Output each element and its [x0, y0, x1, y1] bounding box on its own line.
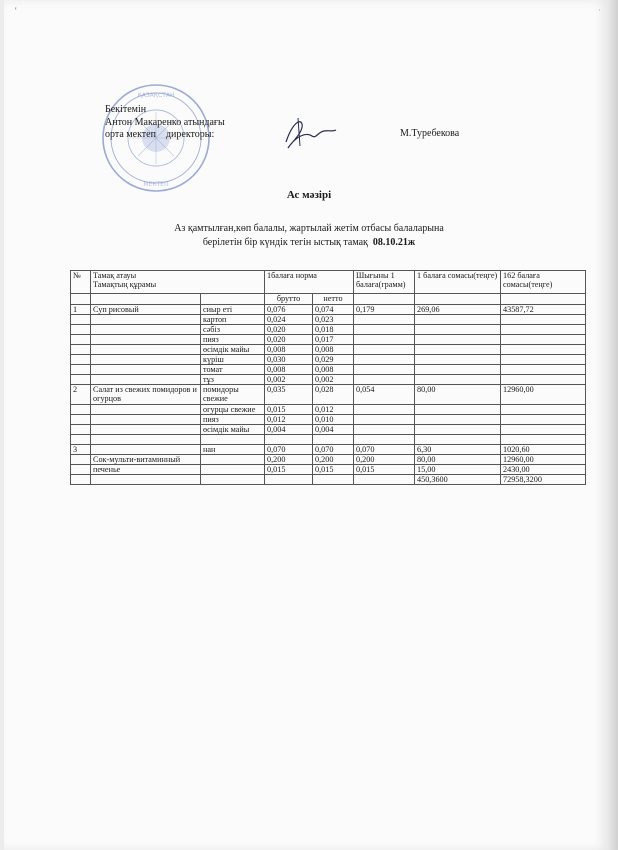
cell-cost1: 80,00	[415, 385, 501, 405]
cell-net: 0,074	[313, 305, 354, 315]
page-title: Ас мәзірі	[286, 189, 332, 201]
cell-dish	[91, 325, 201, 335]
subtitle-line-1: Аз қамтылған,көп балалы, жартылай жетім отбасы балаларына	[174, 223, 444, 234]
cell-num: 3	[71, 445, 91, 455]
cell-num	[71, 425, 91, 435]
cell-gross: 0,070	[265, 445, 313, 455]
table-row	[71, 415, 586, 425]
cell-num	[71, 375, 91, 385]
cell-net: 0,004	[313, 425, 354, 435]
cell-ingredient: огурцы свежие	[201, 405, 265, 415]
cell-dish	[91, 355, 201, 365]
table-header-row	[71, 271, 586, 294]
cell-cost162	[501, 325, 586, 335]
svg-text:МЕКТЕП: МЕКТЕП	[143, 181, 169, 188]
menu-table	[70, 270, 586, 485]
cell-consumption	[354, 335, 415, 345]
header-dish-composition: Тамақтың құрамы	[93, 280, 157, 289]
table-row	[71, 445, 586, 455]
cell-cost1: 450,3600	[415, 475, 501, 485]
cell-num: 1	[71, 305, 91, 315]
cell-ingredient: картоп	[201, 315, 265, 325]
cell-cost1	[415, 405, 501, 415]
cell-ingredient: өсімдік майы	[201, 425, 265, 435]
director-name: М.Туребекова	[400, 128, 460, 139]
cell-cost1	[415, 335, 501, 345]
cell-dish: Салат из свежих помидоров и огурцов	[91, 385, 201, 405]
cell-cost162: 2430,00	[501, 465, 586, 475]
header-dish	[91, 271, 265, 294]
cell-cost1: 80,00	[415, 455, 501, 465]
cell-cost1	[415, 315, 501, 325]
cell-ingredient: сәбіз	[201, 325, 265, 335]
table-row	[71, 475, 586, 485]
cell-cost1: 15,00	[415, 465, 501, 475]
table-row	[71, 425, 586, 435]
cell-dish	[91, 315, 201, 325]
cell-net: 0,008	[313, 365, 354, 375]
cell-cost162: 12960,00	[501, 455, 586, 465]
cell-cost162	[501, 335, 586, 345]
cell-num	[71, 355, 91, 365]
cell-cost162	[501, 435, 586, 445]
cell-consumption: 0,200	[354, 455, 415, 465]
cell-dish	[91, 475, 201, 485]
cell-gross: 0,076	[265, 305, 313, 315]
cell-num	[71, 365, 91, 375]
cell-net: 0,002	[313, 375, 354, 385]
cell-cost162: 43587,72	[501, 305, 586, 315]
cell-consumption	[354, 415, 415, 425]
cell-ingredient	[201, 465, 265, 475]
cell-consumption	[354, 325, 415, 335]
table-row	[71, 325, 586, 335]
cell-num	[71, 435, 91, 445]
table-row	[71, 335, 586, 345]
cell-net: 0,023	[313, 315, 354, 325]
cell-cost1	[415, 435, 501, 445]
cell-gross: 0,008	[265, 345, 313, 355]
table-row	[71, 385, 586, 405]
cell-dish: Суп рисовый	[91, 305, 201, 315]
cell-cost162	[501, 415, 586, 425]
cell-cost1	[415, 325, 501, 335]
cell-cost1	[415, 375, 501, 385]
approval-school: орта мектеп	[105, 129, 156, 140]
cell-net: 0,070	[313, 445, 354, 455]
table-row	[71, 355, 586, 365]
cell-consumption	[354, 405, 415, 415]
cell-gross: 0,004	[265, 425, 313, 435]
cell-consumption: 0,015	[354, 465, 415, 475]
cell-ingredient: помидоры свежие	[201, 385, 265, 405]
cell-cost162: 12960,00	[501, 385, 586, 405]
cell-num	[71, 475, 91, 485]
cell-net: 0,010	[313, 415, 354, 425]
cell-dish	[91, 415, 201, 425]
cell-ingredient	[201, 435, 265, 445]
table-row	[71, 465, 586, 475]
cell-num	[71, 405, 91, 415]
cell-num	[71, 315, 91, 325]
table-subheader-row	[71, 294, 586, 305]
cell-gross: 0,015	[265, 465, 313, 475]
cell-ingredient: өсімдік майы	[201, 345, 265, 355]
cell-ingredient: пияз	[201, 335, 265, 345]
cell-cost162	[501, 315, 586, 325]
cell-dish	[91, 405, 201, 415]
cell-num	[71, 325, 91, 335]
cell-ingredient: томат	[201, 365, 265, 375]
cell-gross: 0,200	[265, 455, 313, 465]
header-gross: брутто	[265, 294, 313, 305]
cell-dish	[91, 345, 201, 355]
table-row	[71, 435, 586, 445]
svg-text:ҚАЗАҚСТАН: ҚАЗАҚСТАН	[137, 92, 175, 99]
cell-cost162	[501, 405, 586, 415]
header-net: нетто	[313, 294, 354, 305]
cell-ingredient	[201, 475, 265, 485]
director-signature	[278, 114, 338, 154]
cell-dish	[91, 335, 201, 345]
header-norm: 1балаға норма	[265, 271, 354, 294]
cell-consumption	[354, 345, 415, 355]
cell-gross	[265, 435, 313, 445]
cell-net: 0,018	[313, 325, 354, 335]
cell-consumption: 0,054	[354, 385, 415, 405]
cell-ingredient: пияз	[201, 415, 265, 425]
cell-net: 0,017	[313, 335, 354, 345]
header-cost-162: 162 балаға сомасы(теңге)	[501, 271, 586, 294]
cell-num	[71, 455, 91, 465]
table-row	[71, 365, 586, 375]
cell-gross: 0,002	[265, 375, 313, 385]
cell-num	[71, 345, 91, 355]
cell-gross: 0,015	[265, 405, 313, 415]
table-body	[71, 305, 586, 485]
cell-cost162	[501, 375, 586, 385]
cell-gross: 0,012	[265, 415, 313, 425]
cell-cost1	[415, 425, 501, 435]
cell-num	[71, 335, 91, 345]
table-row	[71, 455, 586, 465]
table-row	[71, 405, 586, 415]
cell-dish	[91, 445, 201, 455]
cell-num: 2	[71, 385, 91, 405]
cell-consumption	[354, 365, 415, 375]
approval-director-label: директоры:	[165, 129, 215, 140]
table-row	[71, 305, 586, 315]
menu-date: 08.10.21ж	[372, 237, 416, 248]
cell-num	[71, 465, 91, 475]
cell-consumption	[354, 475, 415, 485]
subtitle-line-2	[0, 236, 618, 250]
page-subtitle	[0, 222, 618, 250]
page-edge-shadow	[608, 0, 618, 850]
cell-cost162: 1020,60	[501, 445, 586, 455]
header-cost-1: 1 балаға сомасы(теңге)	[415, 271, 501, 294]
cell-net: 0,015	[313, 465, 354, 475]
cell-consumption: 0,070	[354, 445, 415, 455]
cell-dish: Сок-мульти-витаминный	[91, 455, 201, 465]
cell-cost162	[501, 345, 586, 355]
cell-dish: печенье	[91, 465, 201, 475]
cell-net: 0,029	[313, 355, 354, 365]
cell-gross: 0,020	[265, 325, 313, 335]
scan-mark: ‘	[14, 6, 18, 17]
cell-cost162	[501, 365, 586, 375]
scan-mark-right: ˙	[598, 8, 601, 18]
header-consumption: Шығыны 1 балаға(грамм)	[354, 271, 415, 294]
cell-cost1	[415, 365, 501, 375]
cell-gross: 0,030	[265, 355, 313, 365]
cell-net: 0,008	[313, 345, 354, 355]
cell-gross: 0,035	[265, 385, 313, 405]
cell-consumption	[354, 435, 415, 445]
approval-line-3	[105, 129, 225, 142]
header-num: №	[71, 271, 91, 294]
cell-net	[313, 475, 354, 485]
cell-ingredient: нан	[201, 445, 265, 455]
table-row	[71, 345, 586, 355]
header-dish-name: Тамақ атауы	[93, 271, 137, 280]
cell-gross: 0,008	[265, 365, 313, 375]
cell-consumption	[354, 425, 415, 435]
cell-cost162	[501, 355, 586, 365]
cell-cost1	[415, 415, 501, 425]
cell-ingredient: тұз	[201, 375, 265, 385]
cell-ingredient: күріш	[201, 355, 265, 365]
cell-consumption	[354, 355, 415, 365]
cell-cost162: 72958,3200	[501, 475, 586, 485]
cell-gross	[265, 475, 313, 485]
table-row	[71, 375, 586, 385]
cell-cost1	[415, 345, 501, 355]
table-row	[71, 315, 586, 325]
cell-cost1: 6,30	[415, 445, 501, 455]
cell-gross: 0,024	[265, 315, 313, 325]
cell-net	[313, 435, 354, 445]
cell-dish	[91, 425, 201, 435]
approval-line-1: Бекітемін	[105, 104, 147, 115]
cell-dish	[91, 435, 201, 445]
cell-ingredient	[201, 455, 265, 465]
approval-line-2: Антон Макаренко атындағы	[105, 116, 225, 128]
cell-cost162	[501, 425, 586, 435]
subtitle-text: берілетін бір күндік тегін ыстық тамақ	[202, 237, 368, 248]
cell-num	[71, 415, 91, 425]
approval-block	[105, 104, 225, 142]
cell-consumption	[354, 375, 415, 385]
cell-dish	[91, 375, 201, 385]
cell-net: 0,012	[313, 405, 354, 415]
cell-cost1	[415, 355, 501, 365]
cell-net: 0,200	[313, 455, 354, 465]
cell-cost1: 269,06	[415, 305, 501, 315]
cell-net: 0,028	[313, 385, 354, 405]
cell-consumption	[354, 315, 415, 325]
cell-consumption: 0,179	[354, 305, 415, 315]
cell-ingredient: сиыр еті	[201, 305, 265, 315]
cell-dish	[91, 365, 201, 375]
cell-gross: 0,020	[265, 335, 313, 345]
